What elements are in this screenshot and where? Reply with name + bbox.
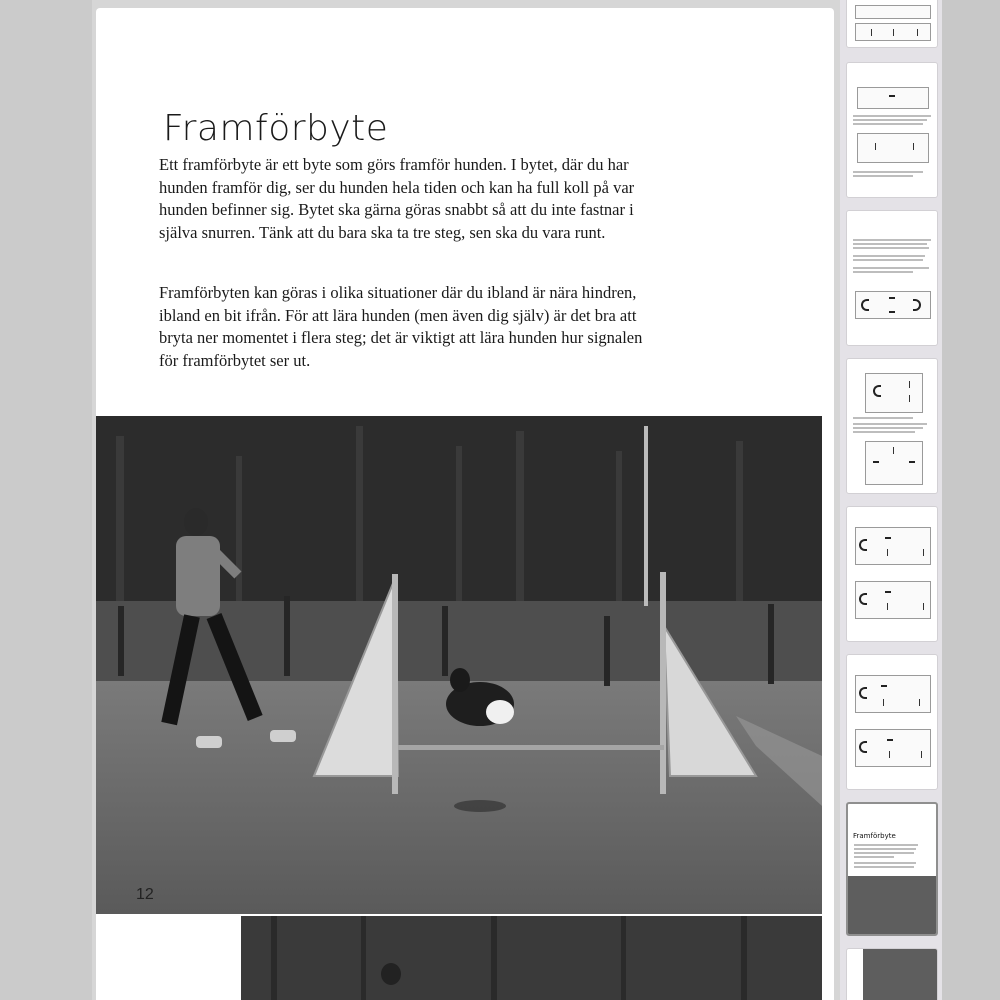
page-thumbnail-rail[interactable] [840, 0, 942, 1000]
text-line [853, 255, 925, 257]
agility-photo-illustration [96, 416, 822, 914]
arrow-mark [875, 143, 876, 150]
turn-curve-mark [859, 593, 867, 605]
text-line [854, 862, 916, 864]
text-line [853, 243, 927, 245]
diagram-box [855, 5, 931, 19]
thumbnail-page-current[interactable] [846, 802, 938, 936]
document-viewer[interactable] [92, 0, 840, 1000]
thumbnail-photo [863, 949, 938, 1000]
arrow-mark [923, 549, 924, 556]
arrow-mark [921, 751, 922, 758]
text-line [854, 856, 894, 858]
text-line [853, 267, 929, 269]
text-line [853, 431, 915, 433]
body-paragraph-1: Ett framförbyte är ett byte som görs framför hunden. I bytet, där du har hunden framför dig, ser du hunden hela tiden och kan ha full koll på var hunden befinner sig. Bytet ska gärna göras snabbt så att du inte fastnar i själva snurren. Tänk att du bara ska ta tre steg, sen ska du vara runt. [159, 155, 635, 242]
diagram-box [865, 441, 923, 485]
text-line [853, 417, 913, 419]
turn-curve-mark [859, 741, 867, 753]
text-line [853, 123, 923, 125]
thumbnail-page[interactable] [846, 210, 938, 346]
turn-curve-mark [859, 687, 867, 699]
bar-mark [889, 311, 895, 313]
document-page [96, 8, 834, 1000]
bar-mark [909, 461, 915, 463]
arrow-mark [909, 395, 910, 402]
text-line [853, 259, 923, 261]
text-line [853, 119, 927, 121]
arrow-mark [887, 549, 888, 556]
arrow-mark [913, 143, 914, 150]
arrow-mark [889, 751, 890, 758]
next-page-preview [96, 916, 834, 1000]
text-line [854, 852, 914, 854]
arrow-mark [919, 699, 920, 706]
bar-mark [889, 297, 895, 299]
viewer-left-margin [0, 0, 92, 1000]
thumbnail-page[interactable] [846, 654, 938, 790]
arrow-mark [893, 447, 894, 454]
text-line [853, 239, 931, 241]
bar-mark [881, 685, 887, 687]
text-line [853, 175, 913, 177]
text-line [854, 844, 918, 846]
text-line [853, 427, 923, 429]
thumbnail-title: Framförbyte [853, 832, 896, 840]
thumbnail-page[interactable] [846, 358, 938, 494]
arrow-mark [887, 603, 888, 610]
thumbnail-page[interactable] [846, 506, 938, 642]
text-line [853, 247, 929, 249]
bar-mark [885, 537, 891, 539]
thumbnail-page[interactable] [846, 0, 938, 48]
arrow-mark [883, 699, 884, 706]
bar-mark [889, 95, 895, 97]
text-line [853, 171, 923, 173]
text-line [853, 423, 927, 425]
thumbnail-photo [848, 876, 936, 936]
arrow-mark [917, 29, 918, 36]
next-page-photo [241, 916, 822, 1000]
body-paragraph-2: Framförbyten kan göras i olika situationer där du ibland är nära hindren, ibland en bit ifrån. För att lära hunden (men även dig själv) är det bra att bryta ner momentet i flera steg; det är viktigt att lära hunden hur signalen för framförbytet ser ut. [159, 283, 643, 370]
arrow-mark [893, 29, 894, 36]
thumbnail-page[interactable] [846, 948, 938, 1000]
diagram-box [857, 87, 929, 109]
bar-mark [873, 461, 879, 463]
bar-mark [885, 591, 891, 593]
text-line [854, 866, 914, 868]
bar-mark [887, 739, 893, 741]
text-line [853, 115, 931, 117]
turn-curve-mark [873, 385, 881, 397]
turn-curve-mark [859, 539, 867, 551]
agility-photo [96, 416, 822, 914]
text-line [854, 848, 916, 850]
next-page-photo-illustration [241, 916, 822, 1000]
arrow-mark [923, 603, 924, 610]
turn-curve-mark [861, 299, 869, 311]
page-title: Framförbyte [163, 108, 389, 149]
diagram-box [857, 133, 929, 163]
text-line [853, 271, 913, 273]
viewer-right-margin [942, 0, 1000, 1000]
thumbnail-page[interactable] [846, 62, 938, 198]
arrow-mark [871, 29, 872, 36]
page-number: 12 [136, 886, 154, 903]
arrow-mark [909, 381, 910, 388]
